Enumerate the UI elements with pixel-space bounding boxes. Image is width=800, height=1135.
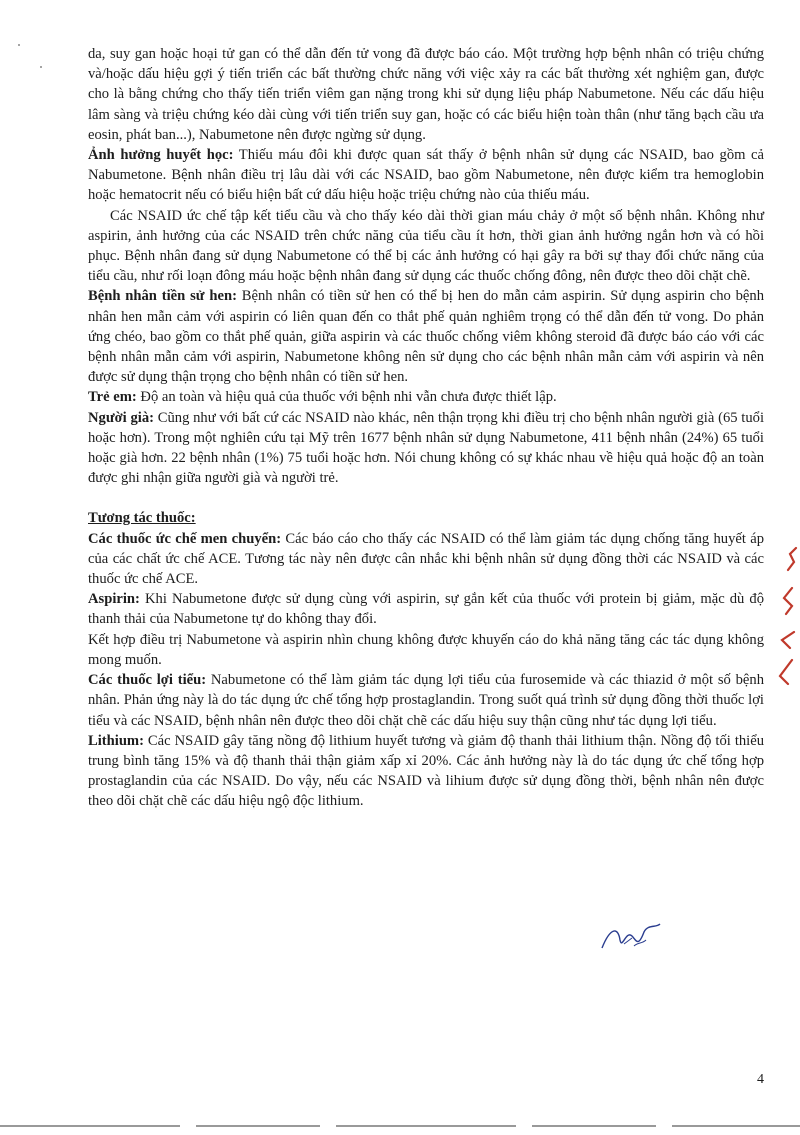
- heading-diuretics: Các thuốc lợi tiểu:: [88, 672, 207, 689]
- heading-ace-inhibitors: Các thuốc ức chế men chuyển:: [88, 530, 282, 547]
- bottom-rule: [0, 1125, 800, 1127]
- heading-elderly: Người già:: [88, 409, 154, 426]
- page-number: 4: [757, 1072, 764, 1087]
- paragraph-asthma: Bệnh nhân tiền sử hen: Bệnh nhân có tiền sử hen có thể bị hen do mẫn cảm aspirin. Sử dụng aspirin cho bệnh nhân hen mẫn cảm với aspirin có liên quan đến co thắt phế quản nghiêm trọng có thể dẫn đến tử vong. Do phản ứng chéo, bao gồm co thắt phế quản, giữa aspirin và các thuốc chống viêm không steroid đã được báo cáo với các bệnh nhân mẫn cảm với aspirin, Nabumetone không nên sử dụng cho các bệnh nhân mẫn cảm với aspirin và nên được sử dụng thận trọng cho bệnh nhân có tiền sử hen.: [88, 288, 764, 386]
- document-body: [88, 44, 764, 812]
- section-title-interactions: Tương tác thuốc:: [88, 510, 196, 527]
- paragraph-aspirin: Aspirin: Khi Nabumetone được sử dụng cùng với aspirin, sự gắn kết của thuốc với protein bị giảm, mặc dù độ thanh thải của Nabumetone tự do không thay đổi.: [88, 591, 764, 628]
- paragraph-aspirin-combo: Kết hợp điều trị Nabumetone và aspirin nhìn chung không được khuyến cáo do khả năng tăng các tác dụng không mong muốn.: [88, 631, 764, 668]
- stamp-edge-mark: [772, 540, 800, 690]
- paragraph-children: Trẻ em: Độ an toàn và hiệu quả của thuốc với bệnh nhi vẫn chưa được thiết lập.: [88, 389, 557, 406]
- heading-hematology: Ảnh hưởng huyết học:: [88, 147, 234, 164]
- paragraph-platelets: Các NSAID ức chế tập kết tiểu cầu và cho thấy kéo dài thời gian máu chảy ở một số bệnh nhân. Không như aspirin, ảnh hưởng của các NSAID trên chức năng của tiểu cầu ít hơn, thời gian ảnh hưởng ngắn hơn và có hồi phục. Bệnh nhân đang sử dụng Nabumetone có thể bị các ảnh hưởng có hại gây ra bởi sự thay đổi chức năng của tiểu cầu, như rối loạn đông máu hoặc bệnh nhân đang sử dụng các thuốc chống đông, nên được theo dõi chặt chẽ.: [88, 207, 764, 285]
- paragraph-ace-inhibitors: Các thuốc ức chế men chuyển: Các báo cáo cho thấy các NSAID có thể làm giảm tác dụng chống tăng huyết áp của các chất ức chế ACE. Tương tác này nên được cân nhắc khi bệnh nhân sử dụng đồng thời các NSAID và các thuốc ức chế ACE.: [88, 530, 764, 588]
- heading-asthma: Bệnh nhân tiền sử hen:: [88, 288, 237, 305]
- paragraph-elderly: Người già: Cũng như với bất cứ các NSAID nào khác, nên thận trọng khi điều trị cho bệnh nhân người già (65 tuổi hoặc hơn). Trong một nghiên cứu tại Mỹ trên 1677 bệnh nhân sử dụng Nabumetone, 411 bệnh nhân (24%) 65 tuổi hoặc già hơn. 22 bệnh nhân (1%) 75 tuổi hoặc hơn. Nói chung không có sự khác nhau về hiệu quả hoặc độ an toàn được ghi nhận giữa người già và người trẻ.: [88, 409, 764, 487]
- paragraph-diuretics: Các thuốc lợi tiểu: Nabumetone có thể làm giảm tác dụng lợi tiểu của furosemide và các thiazid ở một số bệnh nhân. Phản ứng này là do tác dụng ức chế tổng hợp prostaglandin. Trong suốt quá trình sử dụng đồng thời thuốc lợi tiểu và các NSAID, bệnh nhân nên được theo dõi chặt chẽ các dấu hiệu suy thận cũng như tác dụng lợi tiểu.: [88, 672, 764, 729]
- heading-children: Trẻ em:: [88, 389, 137, 406]
- paragraph-liver: da, suy gan hoặc hoại tử gan có thể dẫn đến tử vong đã được báo cáo. Một trường hợp bệnh nhân có triệu chứng và/hoặc dấu hiệu gợi ý tiến triển các bất thường chức năng với việc xảy ra các bất thường xét nghiệm gan, được cho là bằng chứng cho thấy tiến triển viêm gan nặng trong khi sử dụng liệu pháp Nabumetone. Nếu các dấu hiệu lâm sàng và triệu chứng kéo dài cùng với tiến triển suy gan, hoặc có các biểu hiện toàn thân (như tăng bạch cầu ưa eosin, phát ban...), Nabumetone nên được ngừng sử dụng.: [88, 46, 764, 143]
- paragraph-lithium: Lithium: Các NSAID gây tăng nồng độ lithium huyết tương và giảm độ thanh thải lithium thận. Nồng độ tối thiểu trung bình tăng 15% và độ thanh thải thận giảm xấp xỉ 20%. Các ảnh hưởng này là do tác dụng ức chế tổng hợp prostaglandin của các NSAID. Do vậy, nếu các NSAID và lihium được sử dụng đồng thời, bệnh nhân nên được theo dõi chặt chẽ các dấu hiệu ngộ độc lithium.: [88, 732, 764, 810]
- heading-aspirin: Aspirin:: [88, 591, 140, 608]
- scan-dot: [40, 66, 42, 68]
- heading-lithium: Lithium:: [88, 732, 144, 749]
- signature-mark: [596, 918, 666, 958]
- paragraph-hematology: Ảnh hưởng huyết học: Thiếu máu đôi khi được quan sát thấy ở bệnh nhân sử dụng các NSAID, bao gồm cả Nabumetone. Bệnh nhân điều trị lâu dài với các NSAID, bao gồm Nabumetone, nên được kiểm tra hemoglobin hoặc hematocrit nếu có biểu hiện bất cứ dấu hiệu hoặc triệu chứng nào của thiếu máu.: [88, 147, 764, 204]
- scan-dot: [18, 44, 20, 46]
